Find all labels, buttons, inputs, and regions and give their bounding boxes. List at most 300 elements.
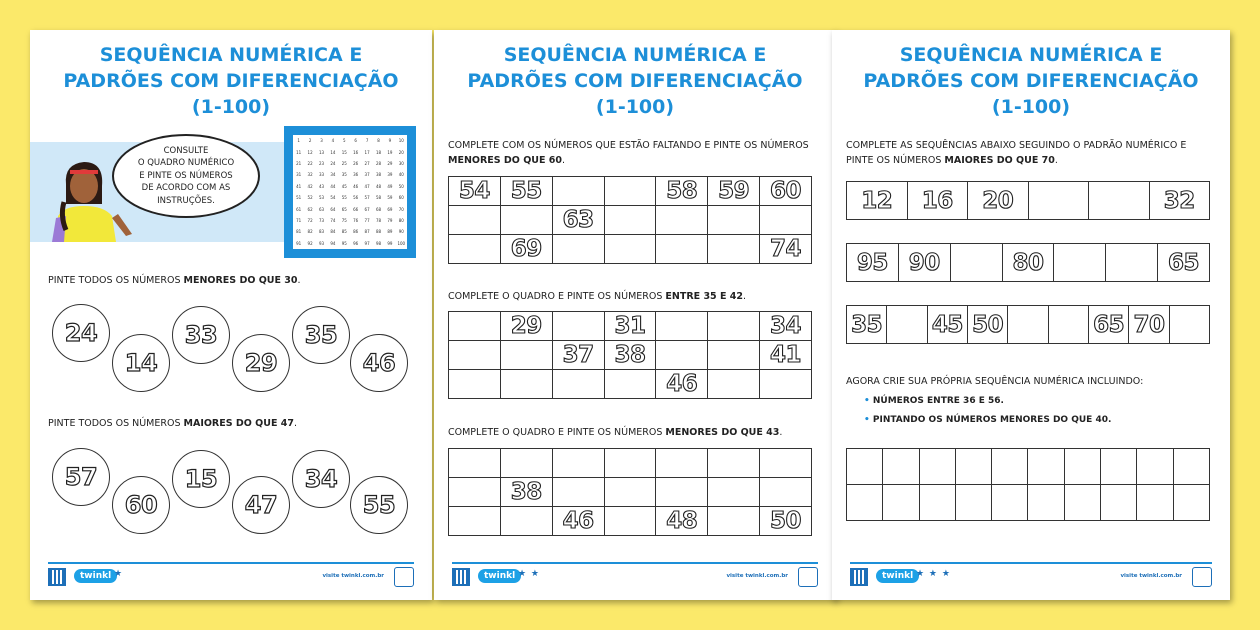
grid-cell[interactable] — [449, 370, 501, 399]
grid-cell[interactable] — [760, 507, 812, 536]
hundred-chart-cell: 91 — [296, 240, 302, 246]
grid-cell[interactable] — [847, 182, 908, 220]
hundred-chart-cell: 70 — [398, 206, 404, 212]
grid-cell[interactable] — [883, 485, 919, 521]
hundred-chart-cell: 59 — [387, 195, 393, 201]
grid-cell[interactable] — [656, 206, 708, 235]
footer — [850, 562, 1212, 588]
twinkl-logo: twinkl — [478, 569, 521, 583]
hundred-chart-cell: 82 — [307, 229, 313, 235]
grid-cell[interactable] — [1088, 306, 1128, 344]
hundred-chart-cell: 88 — [375, 229, 382, 235]
blank-grid — [846, 448, 1210, 521]
grid-cell[interactable] — [552, 177, 604, 206]
sequence-row-1 — [846, 181, 1210, 220]
hundred-chart-cell: 68 — [375, 206, 382, 212]
grid-cell[interactable] — [950, 244, 1002, 282]
number-circle[interactable]: 29 — [232, 334, 290, 392]
hundred-chart-cell: 13 — [318, 149, 325, 155]
grid-row — [449, 341, 812, 370]
cell-number: 65 — [1168, 249, 1200, 276]
grid-cell[interactable] — [656, 341, 708, 370]
grid-row — [449, 478, 812, 507]
hundred-chart-cell: 89 — [387, 229, 393, 235]
hundred-chart-cell: 77 — [364, 217, 370, 223]
grid-row — [847, 244, 1210, 282]
hundred-chart-cell: 75 — [341, 217, 347, 223]
number-grid-3 — [448, 448, 812, 536]
hundred-chart-cell: 38 — [375, 172, 382, 178]
hundred-chart-cell: 92 — [307, 240, 313, 246]
grid-cell[interactable] — [1002, 244, 1054, 282]
grid-cell[interactable] — [883, 449, 919, 485]
instruction-2: PINTE TODOS OS NÚMEROS MAIORES DO QUE 47. — [48, 418, 297, 429]
site-link[interactable]: visite twinkl.com.br — [322, 573, 384, 579]
hundred-chart-cell: 42 — [307, 183, 313, 189]
qr-code-icon — [452, 568, 470, 586]
cell-number: 59 — [718, 178, 750, 204]
badge-icon — [1192, 567, 1212, 587]
grid-row — [449, 370, 812, 399]
hundred-chart-cell: 7 — [365, 138, 369, 144]
badge-icon — [394, 567, 414, 587]
grid-cell[interactable] — [500, 478, 552, 507]
cell-number: 46 — [562, 508, 594, 534]
hundred-chart-cell: 87 — [364, 229, 370, 235]
cell-number: 48 — [666, 508, 698, 534]
grid-cell[interactable] — [1028, 182, 1089, 220]
hundred-chart-cell: 62 — [307, 206, 313, 212]
hundred-chart-cell: 1 — [297, 138, 300, 144]
hundred-chart-cell: 94 — [330, 240, 336, 246]
worksheet-page-3 — [832, 30, 1230, 600]
speech-bubble: CONSULTE O QUADRO NUMÉRICO E PINTE OS NÚMEROS DE ACORDO COM AS INSTRUÇÕES. — [112, 134, 260, 218]
grid-cell[interactable] — [847, 244, 899, 282]
hundred-chart-cell: 74 — [330, 217, 336, 223]
difficulty-stars: ★ — [114, 569, 124, 579]
grid-cell[interactable] — [552, 235, 604, 264]
grid-cell[interactable] — [847, 306, 887, 344]
hundred-chart-cell: 15 — [341, 149, 347, 155]
cell-number: 35 — [851, 311, 883, 338]
footer — [48, 562, 414, 588]
grid-cell[interactable] — [708, 177, 760, 206]
grid-row — [847, 449, 1210, 485]
grid-cell[interactable] — [1137, 449, 1173, 485]
qr-code-icon — [850, 568, 868, 586]
hundred-chart-cell: 60 — [398, 195, 404, 201]
hundred-chart-cell: 11 — [296, 149, 302, 155]
badge-icon — [798, 567, 818, 587]
instruction-1: PINTE TODOS OS NÚMEROS MENORES DO QUE 30. — [48, 275, 301, 286]
grid-cell[interactable] — [449, 449, 501, 478]
hundred-chart-cell: 67 — [364, 206, 370, 212]
cell-number: 65 — [1093, 311, 1125, 338]
hundred-chart-cell: 80 — [398, 217, 404, 223]
cell-number: 54 — [458, 178, 490, 204]
grid-cell[interactable] — [656, 507, 708, 536]
grid-cell[interactable] — [552, 341, 604, 370]
number-circle[interactable]: 35 — [292, 306, 350, 364]
cell-number: 95 — [856, 249, 888, 276]
grid-cell[interactable] — [898, 244, 950, 282]
grid-row — [449, 235, 812, 264]
hundred-chart-cell: 53 — [318, 195, 325, 201]
grid-cell[interactable] — [449, 235, 501, 264]
grid-cell[interactable] — [552, 478, 604, 507]
hundred-chart-cell: 52 — [307, 195, 313, 201]
sequence-row-2 — [846, 243, 1210, 282]
grid-cell[interactable] — [887, 306, 927, 344]
hundred-chart-cell: 3 — [320, 138, 323, 144]
hundred-chart-cell: 46 — [353, 183, 359, 189]
grid-row — [847, 182, 1210, 220]
hundred-chart-cell: 66 — [353, 206, 359, 212]
grid-cell[interactable] — [500, 177, 552, 206]
hundred-chart-cell: 55 — [341, 195, 347, 201]
hundred-chart-cell: 36 — [353, 172, 359, 178]
grid-cell[interactable] — [760, 206, 812, 235]
grid-cell[interactable] — [604, 449, 656, 478]
grid-cell[interactable] — [604, 312, 656, 341]
grid-cell[interactable] — [449, 177, 501, 206]
grid-cell[interactable] — [1064, 449, 1100, 485]
difficulty-stars: ★ ★ — [518, 569, 540, 579]
hundred-chart-cell: 83 — [318, 229, 325, 235]
grid-cell[interactable] — [708, 449, 760, 478]
grid-cell[interactable] — [927, 306, 967, 344]
hundred-chart-cell: 8 — [377, 138, 380, 144]
grid-cell[interactable] — [604, 507, 656, 536]
hundred-chart-cell: 49 — [387, 183, 393, 189]
cell-number: 46 — [666, 371, 698, 397]
grid-cell[interactable] — [656, 478, 708, 507]
grid-cell[interactable] — [552, 507, 604, 536]
grid-cell[interactable] — [449, 478, 501, 507]
hundred-chart-cell: 84 — [330, 229, 336, 235]
hundred-chart-cell: 31 — [296, 172, 302, 178]
grid-cell[interactable] — [449, 507, 501, 536]
hundred-chart-cell: 33 — [318, 172, 325, 178]
grid-cell[interactable] — [604, 478, 656, 507]
page-title: SEQUÊNCIA NUMÉRICA E PADRÕES COM DIFERENCIAÇÃO (1-100) — [863, 44, 1199, 118]
hundred-chart-cell: 19 — [387, 149, 393, 155]
hundred-chart-cell: 43 — [318, 183, 325, 189]
hundred-chart-cell: 25 — [341, 160, 347, 166]
hundred-chart-cell: 20 — [398, 149, 404, 155]
cell-number: 38 — [614, 342, 646, 368]
grid-cell[interactable] — [500, 370, 552, 399]
qr-code-icon — [48, 568, 66, 586]
grid-cell[interactable] — [1173, 449, 1209, 485]
grid-cell[interactable] — [1054, 244, 1106, 282]
number-circle[interactable]: 55 — [350, 476, 408, 534]
hundred-chart-cell: 100 — [397, 240, 406, 246]
cell-number: 38 — [510, 479, 542, 505]
grid-cell[interactable] — [708, 312, 760, 341]
grid-cell[interactable] — [1064, 485, 1100, 521]
grid-cell[interactable] — [708, 341, 760, 370]
sequence-row-3 — [846, 305, 1210, 344]
cell-number: 29 — [510, 313, 542, 339]
worksheet-page-2 — [434, 30, 836, 600]
hundred-chart-cell: 24 — [330, 160, 336, 166]
grid-cell[interactable] — [552, 449, 604, 478]
hundred-chart-cell: 78 — [375, 217, 382, 223]
number-circle[interactable]: 34 — [292, 450, 350, 508]
hundred-chart-cell: 41 — [296, 183, 302, 189]
number-circle[interactable]: 46 — [350, 334, 408, 392]
grid-cell[interactable] — [907, 182, 968, 220]
hundred-chart-cell: 54 — [330, 195, 336, 201]
cell-number: 16 — [921, 187, 953, 214]
hundred-chart-cell: 97 — [364, 240, 370, 246]
cell-number: 69 — [510, 236, 542, 262]
grid-cell[interactable] — [449, 206, 501, 235]
hundred-chart-cell: 29 — [387, 160, 393, 166]
hundred-chart-cell: 63 — [318, 206, 325, 212]
hundred-chart-cell: 16 — [353, 149, 359, 155]
grid-cell[interactable] — [708, 206, 760, 235]
grid-cell[interactable] — [552, 312, 604, 341]
page-title: SEQUÊNCIA NUMÉRICA E PADRÕES COM DIFERENCIAÇÃO (1-100) — [63, 44, 399, 118]
hundred-chart-cell: 5 — [343, 138, 346, 144]
number-circle[interactable]: 14 — [112, 334, 170, 392]
hundred-chart-cell: 71 — [296, 217, 302, 223]
cell-number: 63 — [562, 207, 594, 233]
cell-number: 20 — [982, 187, 1014, 214]
grid-cell[interactable] — [919, 485, 955, 521]
grid-cell[interactable] — [919, 449, 955, 485]
hundred-chart-cell: 44 — [330, 183, 336, 189]
grid-cell[interactable] — [1137, 485, 1173, 521]
grid-cell[interactable] — [656, 177, 708, 206]
list-item: • PINTANDO OS NÚMEROS MENORES DO QUE 40. — [864, 411, 1111, 430]
grid-cell[interactable] — [992, 485, 1028, 521]
cell-number: 90 — [908, 249, 940, 276]
grid-row — [449, 449, 812, 478]
hundred-chart-cell: 86 — [353, 229, 359, 235]
grid-cell[interactable] — [1028, 449, 1064, 485]
grid-cell[interactable] — [1048, 306, 1088, 344]
grid-row — [847, 306, 1210, 344]
grid-cell[interactable] — [847, 485, 883, 521]
grid-cell[interactable] — [1173, 485, 1209, 521]
list-item: • NÚMEROS ENTRE 36 E 56. — [864, 392, 1111, 411]
twinkl-logo: twinkl — [74, 569, 117, 583]
grid-cell[interactable] — [449, 341, 501, 370]
grid-cell[interactable] — [552, 206, 604, 235]
grid-cell[interactable] — [760, 312, 812, 341]
grid-row — [449, 206, 812, 235]
hundred-chart-cell: 79 — [387, 217, 393, 223]
grid-cell[interactable] — [656, 370, 708, 399]
grid-cell[interactable] — [1089, 182, 1150, 220]
hundred-chart-cell: 9 — [388, 138, 392, 144]
grid-cell[interactable] — [552, 370, 604, 399]
hundred-chart-cell: 4 — [331, 138, 335, 144]
grid-cell[interactable] — [760, 177, 812, 206]
hundred-chart-cell: 64 — [330, 206, 336, 212]
cell-number: 74 — [770, 236, 802, 262]
grid-cell[interactable] — [1101, 485, 1137, 521]
hundred-chart-cell: 18 — [375, 149, 382, 155]
grid-cell[interactable] — [500, 507, 552, 536]
instruction-1: COMPLETE AS SEQUÊNCIAS ABAIXO SEGUINDO O PADRÃO NUMÉRICO E PINTE OS NÚMEROS MAIORES DO QUE 70. — [846, 140, 1187, 166]
hundred-chart-cell: 21 — [296, 160, 302, 166]
grid-cell[interactable] — [1129, 306, 1169, 344]
grid-cell[interactable] — [708, 478, 760, 507]
hundred-chart-cell: 30 — [398, 160, 404, 166]
grid-cell[interactable] — [967, 306, 1007, 344]
grid-cell[interactable] — [1106, 244, 1158, 282]
site-link[interactable]: visite twinkl.com.br — [726, 573, 788, 579]
grid-cell[interactable] — [708, 370, 760, 399]
cell-number: 37 — [562, 342, 594, 368]
grid-cell[interactable] — [708, 235, 760, 264]
grid-cell[interactable] — [500, 235, 552, 264]
hundred-chart-cell: 50 — [398, 183, 404, 189]
hundred-chart-cell: 40 — [398, 172, 404, 178]
hundred-chart-cell: 28 — [375, 160, 382, 166]
grid-cell[interactable] — [760, 341, 812, 370]
hundred-chart-cell: 27 — [364, 160, 370, 166]
cell-number: 50 — [972, 311, 1004, 338]
number-circle[interactable]: 15 — [172, 450, 230, 508]
grid-cell[interactable] — [604, 177, 656, 206]
grid-cell[interactable] — [760, 449, 812, 478]
hundred-chart-cell: 73 — [318, 217, 325, 223]
worksheet-page-1 — [30, 30, 432, 600]
cell-number: 50 — [770, 508, 802, 534]
instruction-3: COMPLETE O QUADRO E PINTE OS NÚMEROS MENORES DO QUE 43. — [448, 427, 783, 438]
hundred-chart-cell: 17 — [364, 149, 370, 155]
number-circle[interactable]: 60 — [112, 476, 170, 534]
grid-cell[interactable] — [500, 449, 552, 478]
site-link[interactable]: visite twinkl.com.br — [1120, 573, 1182, 579]
grid-cell[interactable] — [656, 449, 708, 478]
hundred-chart-cell: 81 — [296, 229, 302, 235]
hundred-chart-cell: 47 — [364, 183, 370, 189]
grid-cell[interactable] — [500, 341, 552, 370]
cell-number: 45 — [931, 311, 963, 338]
grid-cell[interactable] — [708, 507, 760, 536]
cell-number: 55 — [510, 178, 542, 204]
hundred-chart-cell: 56 — [353, 195, 359, 201]
hundred-chart-cell: 23 — [318, 160, 325, 166]
grid-cell[interactable] — [992, 449, 1028, 485]
hundred-chart-cell: 10 — [398, 138, 404, 144]
hundred-chart-cell: 14 — [330, 149, 336, 155]
grid-cell[interactable] — [847, 449, 883, 485]
hundred-chart-cell: 2 — [308, 138, 312, 144]
number-grid-1 — [448, 176, 812, 264]
grid-cell[interactable] — [1101, 449, 1137, 485]
grid-cell[interactable] — [656, 235, 708, 264]
hundred-chart-cell: 26 — [353, 160, 359, 166]
cell-number: 31 — [614, 313, 646, 339]
grid-cell[interactable] — [1158, 244, 1210, 282]
hundred-chart-cell: 96 — [353, 240, 359, 246]
grid-cell[interactable] — [760, 370, 812, 399]
grid-cell[interactable] — [760, 235, 812, 264]
grid-row — [449, 312, 812, 341]
cell-number: 58 — [666, 178, 698, 204]
grid-cell[interactable] — [1008, 306, 1048, 344]
criteria-list — [864, 392, 1111, 430]
hundred-chart-cell: 39 — [387, 172, 393, 178]
grid-row — [449, 177, 812, 206]
hundred-chart-cell: 72 — [307, 217, 313, 223]
hundred-chart-cell: 32 — [307, 172, 313, 178]
number-circle[interactable]: 47 — [232, 476, 290, 534]
hundred-chart-cell: 99 — [387, 240, 393, 246]
cell-number: 34 — [770, 313, 802, 339]
instruction-2: COMPLETE O QUADRO E PINTE OS NÚMEROS ENTRE 35 E 42. — [448, 291, 747, 302]
hundred-chart-cell: 58 — [375, 195, 382, 201]
grid-cell[interactable] — [1028, 485, 1064, 521]
cell-number: 80 — [1012, 249, 1044, 276]
page-title: SEQUÊNCIA NUMÉRICA E PADRÕES COM DIFERENCIAÇÃO (1-100) — [467, 44, 803, 118]
grid-cell[interactable] — [604, 341, 656, 370]
grid-row — [847, 485, 1210, 521]
footer — [452, 562, 818, 588]
hundred-chart — [284, 126, 416, 258]
grid-cell[interactable] — [1169, 306, 1209, 344]
cell-number: 32 — [1163, 187, 1195, 214]
cell-number: 12 — [861, 187, 893, 214]
cell-number: 60 — [770, 178, 802, 204]
difficulty-stars: ★ ★ ★ — [916, 569, 951, 579]
grid-cell[interactable] — [968, 182, 1029, 220]
hundred-chart-cell: 90 — [398, 229, 404, 235]
grid-cell[interactable] — [500, 312, 552, 341]
grid-cell[interactable] — [604, 370, 656, 399]
hundred-chart-cell: 76 — [353, 217, 359, 223]
number-circle[interactable]: 33 — [172, 306, 230, 364]
cell-number: 70 — [1133, 311, 1165, 338]
number-grid-2 — [448, 311, 812, 399]
number-circle[interactable]: 24 — [52, 304, 110, 362]
grid-cell[interactable] — [760, 478, 812, 507]
cell-number: 41 — [770, 342, 802, 368]
twinkl-logo: twinkl — [876, 569, 919, 583]
hundred-chart-cell: 37 — [364, 172, 370, 178]
hundred-chart-cell: 98 — [375, 240, 382, 246]
hundred-chart-cell: 65 — [341, 206, 347, 212]
hundred-chart-cell: 93 — [318, 240, 325, 246]
instruction-1: COMPLETE COM OS NÚMEROS QUE ESTÃO FALTANDO E PINTE OS NÚMEROS MENORES DO QUE 60. — [448, 140, 809, 166]
grid-cell[interactable] — [955, 485, 991, 521]
grid-cell[interactable] — [1149, 182, 1210, 220]
grid-cell[interactable] — [656, 312, 708, 341]
grid-cell[interactable] — [955, 449, 991, 485]
hundred-chart-cell: 57 — [364, 195, 370, 201]
grid-row — [449, 507, 812, 536]
hundred-chart-cell: 69 — [387, 206, 393, 212]
hundred-chart-cell: 45 — [341, 183, 347, 189]
hundred-chart-cell: 34 — [330, 172, 336, 178]
grid-cell[interactable] — [604, 206, 656, 235]
instruction-2: AGORA CRIE SUA PRÓPRIA SEQUÊNCIA NUMÉRICA INCLUINDO: — [846, 376, 1144, 387]
grid-cell[interactable] — [500, 206, 552, 235]
grid-cell[interactable] — [604, 235, 656, 264]
hundred-chart-cell: 12 — [307, 149, 313, 155]
grid-cell[interactable] — [449, 312, 501, 341]
hundred-chart-cell: 6 — [354, 138, 357, 144]
hundred-chart-cell: 35 — [341, 172, 347, 178]
number-circle[interactable]: 57 — [52, 448, 110, 506]
